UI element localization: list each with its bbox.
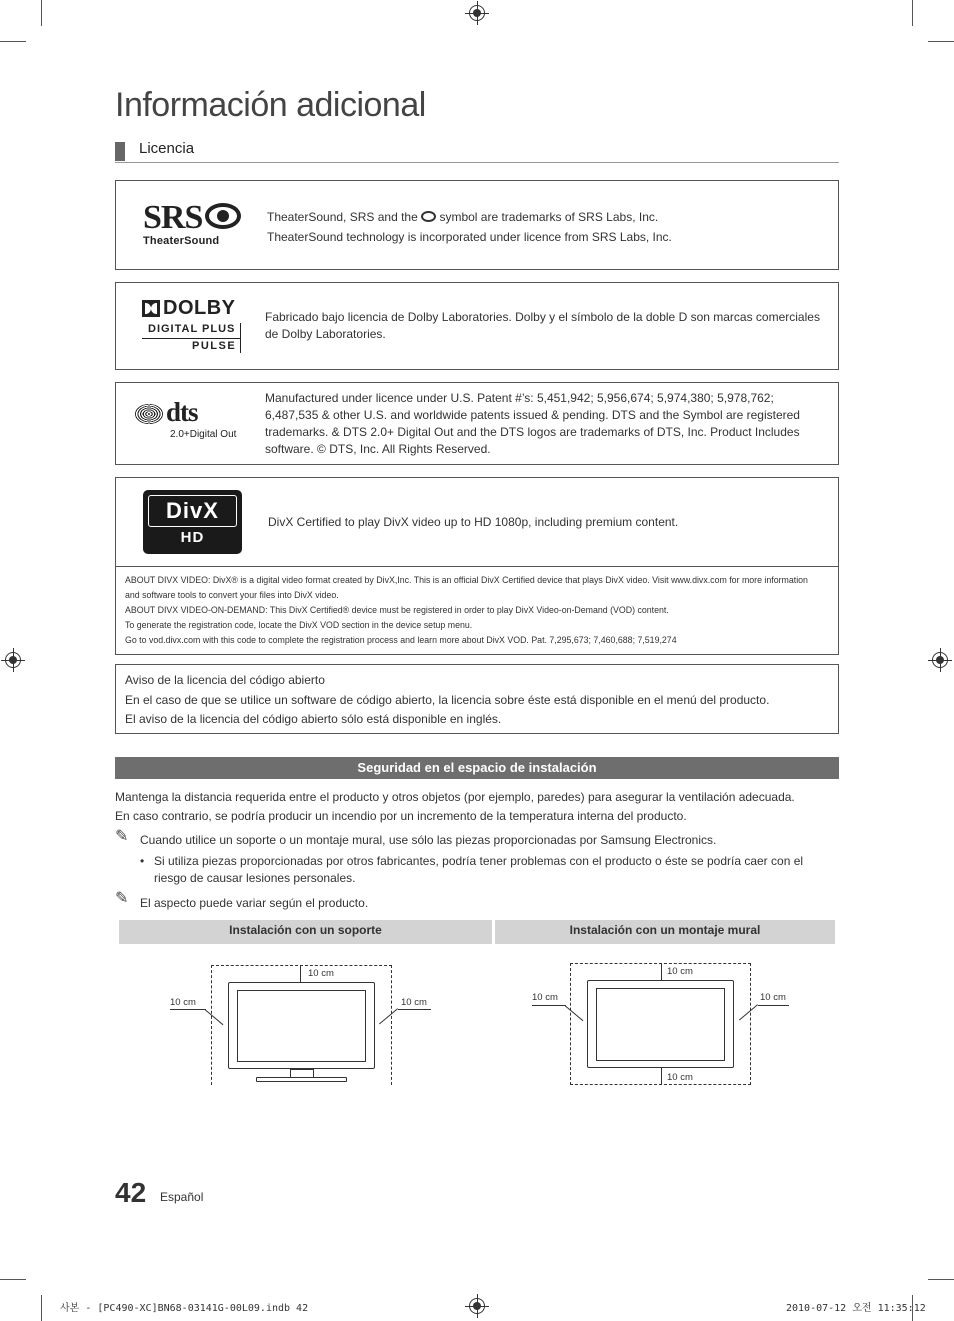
section-title: Licencia	[139, 140, 195, 157]
open-source-line1: En el caso de que se utilice un software de código abierto, la licencia sobre éste está disponible en el menú del producto.	[125, 692, 770, 707]
safety-note2: El aspecto puede variar según el producto.	[140, 896, 369, 910]
divx-logo-hd: HD	[180, 529, 205, 546]
tv-screen	[237, 990, 366, 1062]
open-source-line2: El aviso de la licencia del código abierto sólo está disponible en inglés.	[125, 712, 502, 726]
stand-neck	[313, 1069, 314, 1077]
divx-about-goto: Go to vod.divx.com with this code to complete the registration process and learn more about DivX VOD. Pat. 7,295,673; 7,460,688; 7,519,274	[125, 635, 677, 645]
print-file-info: 사본 - [PC490-XC]BN68-03141G-00L09.indb 42	[60, 1303, 309, 1314]
crop-mark	[0, 41, 26, 42]
open-source-text	[125, 671, 825, 730]
dim-leader-left	[532, 1005, 566, 1006]
dim-label-bottom: 10 cm	[667, 1072, 693, 1083]
dts-text: Manufactured under licence under U.S. Patent #’s: 5,451,942; 5,956,674; 5,974,380; 5,978,762; 6,487,535 & other U.S. and worldwide patents issued & pending. DTS and the Symbol are registered trademarks. & DTS 2.0+ Digital Out and the DTS logos are trademarks of DTS, Inc. Product Includes software. © DTS, Inc. All Rights Reserved.	[265, 391, 800, 456]
page-number: 42	[115, 1177, 147, 1208]
crop-mark	[41, 0, 42, 26]
dolby-text: Fabricado bajo licencia de Dolby Laboratories. Dolby y el símbolo de la doble D son marcas comerciales de Dolby Laboratories.	[265, 310, 820, 341]
dts-logo-sub: 2.0+Digital Out	[170, 429, 237, 440]
dolby-double-d-icon	[142, 300, 160, 317]
divx-hd-logo	[143, 490, 242, 554]
crop-mark	[41, 1295, 42, 1321]
divx-about-register: To generate the registration code, locate the DivX VOD section in the device setup menu.	[125, 620, 473, 630]
bullet-icon: •	[140, 854, 145, 868]
divx-text: DivX Certified to play DivX video up to HD 1080p, including premium content.	[268, 515, 679, 529]
print-timestamp: 2010-07-12 오전 11:35:12	[786, 1303, 926, 1314]
tv-screen	[596, 988, 725, 1061]
registration-mark-icon	[469, 5, 485, 21]
dolby-logo-word: DOLBY	[163, 297, 236, 319]
section-marker	[115, 142, 125, 161]
srs-logo-word: SRS	[143, 199, 203, 236]
srs-line1-b: symbol are trademarks of SRS Labs, Inc.	[436, 210, 659, 224]
dim-leader-top	[661, 964, 662, 980]
dts-disc-icon	[135, 404, 163, 424]
dim-leader-right	[398, 1009, 431, 1010]
safety-paragraph	[115, 788, 839, 826]
safety-note1: Cuando utilice un soporte o un montaje mural, use sólo las piezas proporcionadas por Samsung Electronics.	[140, 833, 717, 847]
srs-logo-sub: TheaterSound	[143, 235, 220, 247]
dolby-logo-bar	[240, 323, 241, 353]
stand-neck-top	[290, 1069, 314, 1070]
dts-logo-word: dts	[166, 397, 198, 427]
srs-text	[267, 207, 827, 247]
license-box-open-source	[115, 664, 839, 734]
safety-bullet1: Si utiliza piezas proporcionadas por otros fabricantes, podría tener problemas con el producto o éste se podría caer con el riesgo de causar lesiones personales.	[154, 854, 804, 885]
dim-leader-bottom	[661, 1068, 662, 1084]
crop-mark	[928, 1279, 954, 1280]
divx-divider	[116, 566, 838, 567]
crop-mark	[0, 1279, 26, 1280]
registration-mark-icon	[469, 1298, 485, 1314]
dim-label-top: 10 cm	[667, 966, 693, 977]
dolby-logo-rule	[142, 338, 240, 339]
license-box-dts	[115, 382, 839, 465]
registration-mark-icon	[5, 652, 21, 668]
srs-line2: TheaterSound technology is incorporated under licence from SRS Labs, Inc.	[267, 230, 672, 244]
safety-p1: Mantenga la distancia requerida entre el producto y otros objetos (por ejemplo, paredes) para asegurar la ventilación adecuada.	[115, 790, 795, 804]
license-box-dolby	[115, 282, 839, 370]
dim-leader-top	[300, 966, 301, 982]
safety-p2: En caso contrario, se podría producir un incendio por un incremento de la temperatura interna del producto.	[115, 809, 687, 823]
safety-heading: Seguridad en el espacio de instalación	[115, 757, 839, 779]
crop-mark	[928, 41, 954, 42]
divx-logo-frame	[148, 495, 237, 527]
page-language: Español	[160, 1190, 204, 1204]
divx-about-video: ABOUT DIVX VIDEO: DivX® is a digital video format created by DivX,Inc. This is an official DivX Certified device that plays DivX video. Visit www.divx.com for more information and software tools to convert your files into DivX video.	[125, 575, 808, 600]
dim-label-right: 10 cm	[401, 997, 427, 1008]
col-header-stand: Instalación con un soporte	[119, 920, 492, 944]
srs-line1-a: TheaterSound, SRS and the	[267, 210, 422, 224]
dolby-logo-line2: PULSE	[192, 340, 237, 352]
dolby-logo-line1: DIGITAL PLUS	[148, 323, 236, 335]
page-title: Información adicional	[115, 86, 426, 124]
col-header-wall: Instalación con un montaje mural	[495, 920, 835, 944]
dim-leader-left	[170, 1009, 206, 1010]
registration-mark-icon	[932, 652, 948, 668]
divx-about-vod: ABOUT DIVX VIDEO-ON-DEMAND: This DivX Certified® device must be registered in order to play DivX Video-on-Demand (VOD) content.	[125, 605, 669, 615]
dim-leader-right	[758, 1005, 789, 1006]
dim-label-right: 10 cm	[760, 992, 786, 1003]
divx-about	[125, 573, 815, 648]
divx-logo-word: DivX	[166, 498, 219, 523]
srs-symbol-icon	[205, 203, 241, 229]
license-box-srs	[115, 180, 839, 270]
srs-inline-symbol-icon	[421, 211, 436, 222]
pencil-note-icon: ✎	[115, 890, 129, 907]
open-source-title: Aviso de la licencia del código abierto	[125, 673, 325, 687]
dim-label-top: 10 cm	[308, 968, 334, 979]
stand-base	[256, 1077, 347, 1082]
stand-neck	[290, 1069, 291, 1077]
dim-label-left: 10 cm	[532, 992, 558, 1003]
crop-mark	[912, 0, 913, 26]
dim-label-left: 10 cm	[170, 997, 196, 1008]
section-divider	[115, 162, 839, 163]
license-box-divx	[115, 477, 839, 655]
pencil-note-icon: ✎	[115, 828, 129, 845]
